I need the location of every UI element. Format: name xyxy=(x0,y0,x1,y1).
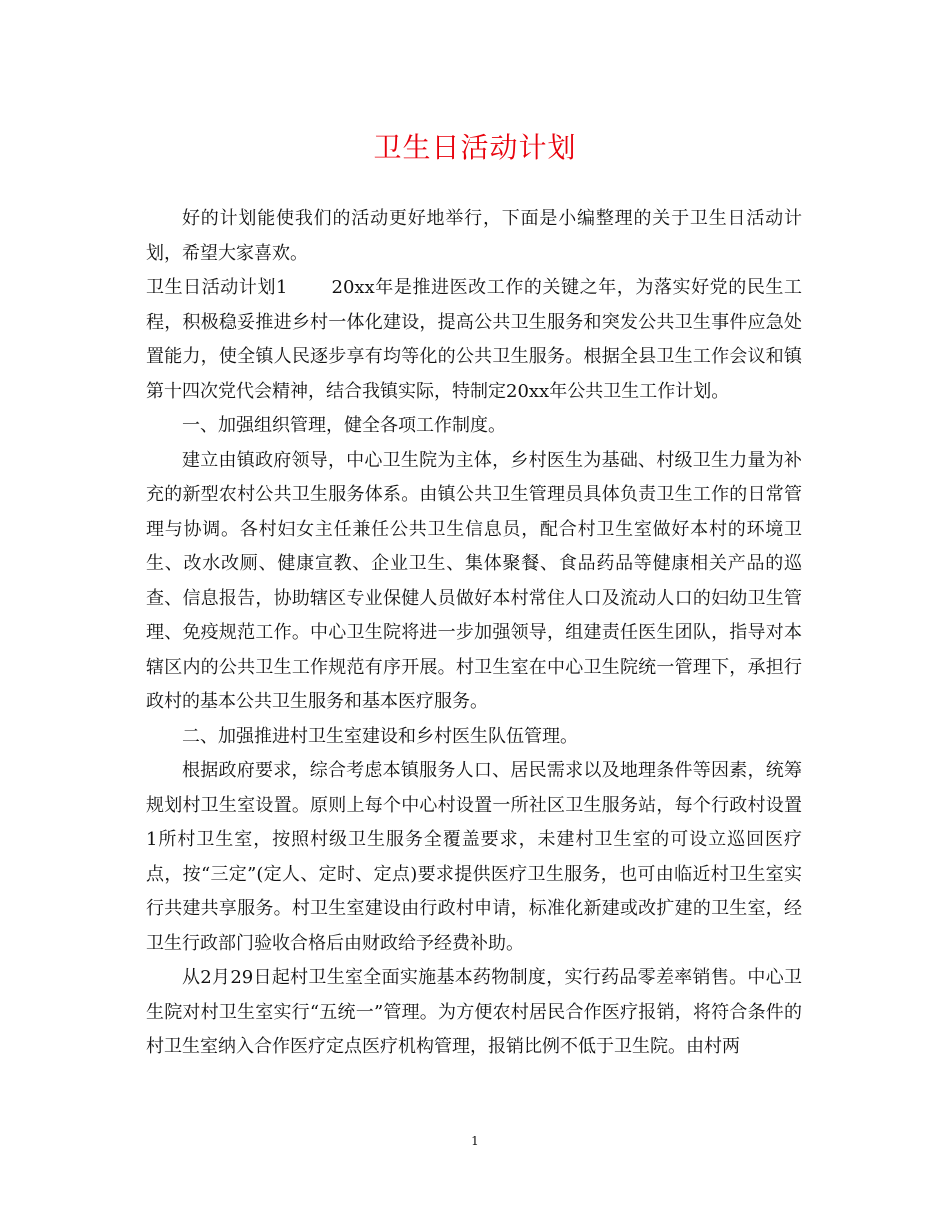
document-body xyxy=(146,202,802,1065)
section-one-heading: 一、加强组织管理，健全各项工作制度。 xyxy=(182,415,506,436)
plan-paragraph-text: 20xx年是推进医改工作的关键之年，为落实好党的民生工程，积极稳妥推进乡村一体化建设，提高公共卫生服务和突发公共卫生事件应急处置能力，使全镇人民逐步享有均等化的公共卫生服务。根据全县卫生工作会议和镇第十四次党代会精神，结合我镇实际，特制定20xx年公共卫生工作计划。 xyxy=(146,277,802,402)
section-one-paragraph: 建立由镇政府领导，中心卫生院为主体，乡村医生为基础、村级卫生力量为补充的新型农村公共卫生服务体系。由镇公共卫生管理员具体负责卫生工作的日常管理与协调。各村妇女主任兼任公共卫生信息员，配合村卫生室做好本村的环境卫生、改水改厕、健康宣教、企业卫生、集体聚餐、食品药品等健康相关产品的巡查、信息报告，协助辖区专业保健人员做好本村常住人口及流动人口的妇幼卫生管理、免疫规范工作。中心卫生院将进一步加强领导，组建责任医生团队，指导对本辖区内的公共卫生工作规范有序开展。村卫生室在中心卫生院统一管理下，承担行政村的基本公共卫生服务和基本医疗服务。 xyxy=(146,449,802,712)
drug-system-paragraph: 从2月29日起村卫生室全面实施基本药物制度，实行药品零差率销售。中心卫生院对村卫生室实行“五统一”管理。为方便农村居民合作医疗报销，将符合条件的村卫生室纳入合作医疗定点医疗机构管理，报销比例不低于卫生院。由村两 xyxy=(146,967,802,1057)
section-two-paragraph: 根据政府要求，综合考虑本镇服务人口、居民需求以及地理条件等因素，统筹规划村卫生室设置。原则上每个中心村设置一所社区卫生服务站，每个行政村设置1所村卫生室，按照村级卫生服务全覆盖要求，未建村卫生室的可设立巡回医疗点，按“三定”(定人、定时、定点)要求提供医疗卫生服务，也可由临近村卫生室实行共建共享服务。村卫生室建设由行政村申请，标准化新建或改扩建的卫生室，经卫生行政部门验收合格后由财政给予经费补助。 xyxy=(146,760,802,954)
section-heading: 卫生日活动计划1 xyxy=(146,277,288,298)
document-title: 卫生日活动计划 xyxy=(373,131,577,164)
plan-paragraph xyxy=(146,271,802,409)
intro-paragraph: 好的计划能使我们的活动更好地举行，下面是小编整理的关于卫生日活动计划，希望大家喜欢。 xyxy=(146,208,802,264)
page-number: 1 xyxy=(471,1134,479,1148)
section-two-heading: 二、加强推进村卫生室建设和乡村医生队伍管理。 xyxy=(182,725,578,747)
